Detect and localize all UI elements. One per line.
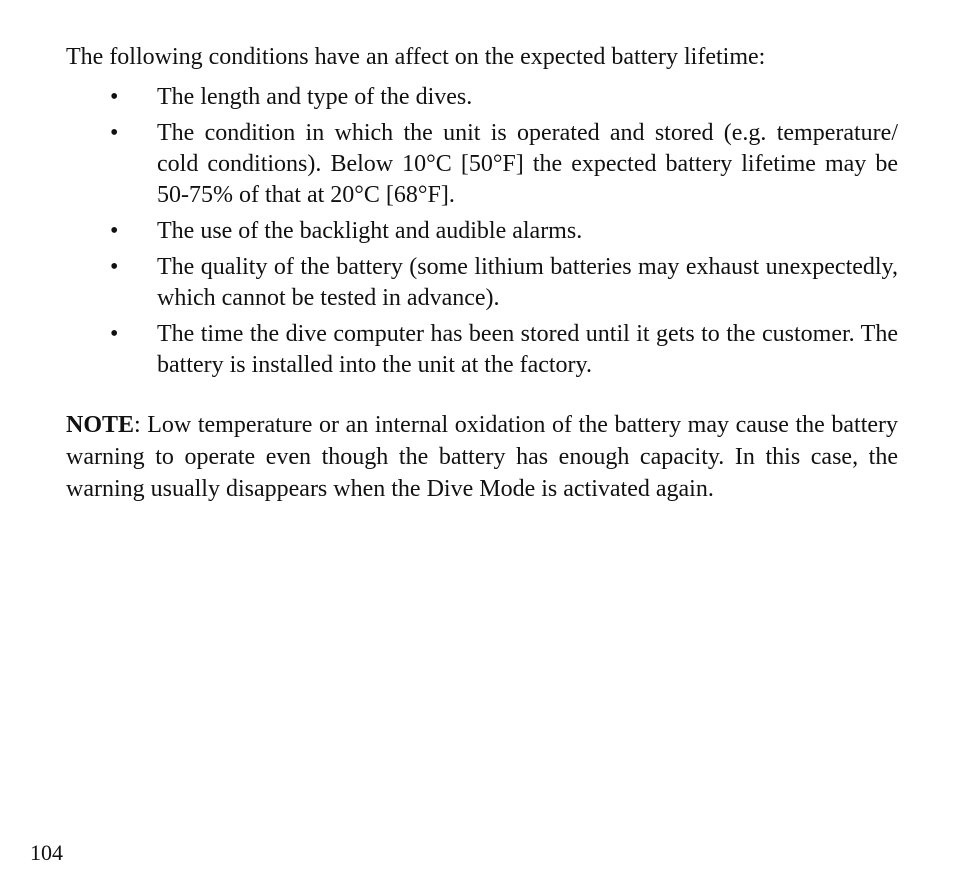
bullet-icon: • [110,84,119,110]
list-item-text: The length and type of the dives. [157,84,473,110]
note-text: : Low temperature or an internal oxidation of the battery may cause the battery warning to operate even though the battery has enough capacity. In this case, the warning usually disappears when the Dive Mode is activated again. [66,412,898,502]
note-paragraph [66,409,898,505]
list-item [66,319,898,381]
bullet-icon: • [110,321,119,347]
note-label: NOTE [66,412,135,438]
list-item-text: The quality of the battery (some lithium batteries may exhaust unexpectedly, which cannot be tested in advance). [157,254,898,311]
page-number: 104 [30,840,63,865]
list-item [66,118,898,211]
list-item-text: The time the dive computer has been stored until it gets to the customer. The battery is installed into the unit at the factory. [157,321,898,378]
bullet-icon: • [110,254,119,280]
list-item [66,216,898,247]
list-item [66,252,898,314]
list-item [66,82,898,113]
bullet-icon: • [110,218,119,244]
list-item-text: The use of the backlight and audible alarms. [157,218,583,244]
list-item-text: The condition in which the unit is operated and stored (e.g. temperature/ cold conditions). Below 10°C [50°F] the expected battery lifetime may be 50-75% of that at 20°C [68°F]. [157,120,898,208]
battery-conditions-list [66,82,898,386]
bullet-icon: • [110,120,119,146]
intro-paragraph: The following conditions have an affect on the expected battery lifetime: [66,44,766,70]
